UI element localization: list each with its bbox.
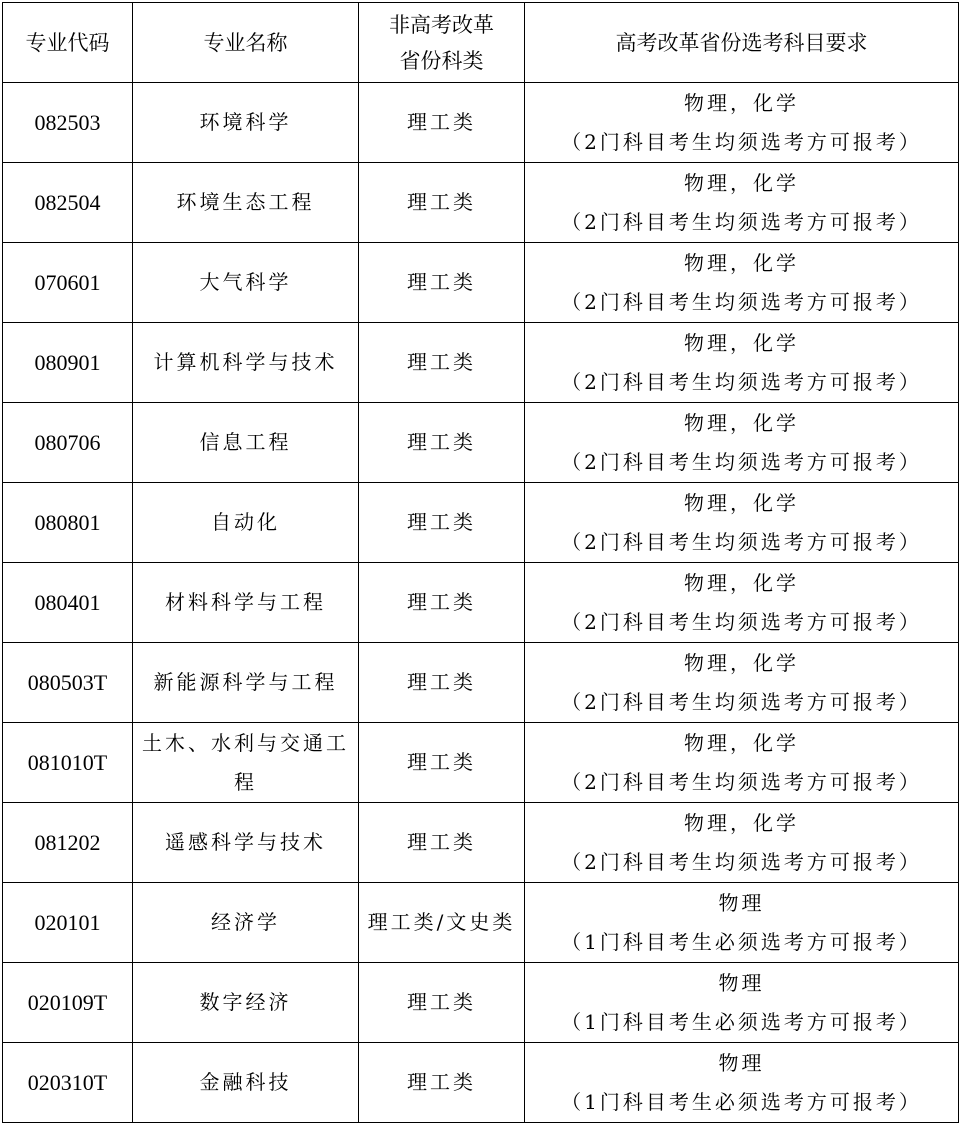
majors-table — [2, 2, 959, 1123]
major-category: 理工类 — [359, 563, 525, 643]
requirement-note: （2门科目考生均须选考方可报考） — [561, 369, 922, 394]
major-category: 理工类 — [359, 403, 525, 483]
table-row — [3, 1043, 959, 1123]
major-name: 环境生态工程 — [133, 163, 359, 243]
majors-table-container — [2, 2, 959, 1123]
major-category: 理工类 — [359, 163, 525, 243]
requirement-note: （2门科目考生均须选考方可报考） — [561, 129, 922, 154]
requirement-subjects: 物理 — [718, 970, 765, 995]
requirement-subjects: 物理，化学 — [684, 570, 799, 595]
major-code: 081202 — [3, 803, 133, 883]
major-name: 自动化 — [133, 483, 359, 563]
major-code: 080801 — [3, 483, 133, 563]
table-row — [3, 403, 959, 483]
major-code: 020101 — [3, 883, 133, 963]
table-row — [3, 563, 959, 643]
table-row — [3, 963, 959, 1043]
major-requirement — [525, 1043, 959, 1123]
requirement-subjects: 物理 — [718, 1050, 765, 1075]
header-category — [359, 3, 525, 83]
major-requirement — [525, 643, 959, 723]
major-code: 082503 — [3, 83, 133, 163]
major-requirement — [525, 163, 959, 243]
table-row — [3, 83, 959, 163]
requirement-subjects: 物理，化学 — [684, 650, 799, 675]
major-requirement — [525, 483, 959, 563]
major-name: 新能源科学与工程 — [133, 643, 359, 723]
header-name: 专业名称 — [133, 3, 359, 83]
table-row — [3, 883, 959, 963]
major-category: 理工类 — [359, 243, 525, 323]
major-name: 经济学 — [133, 883, 359, 963]
requirement-note: （2门科目考生均须选考方可报考） — [561, 289, 922, 314]
table-row — [3, 163, 959, 243]
requirement-subjects: 物理，化学 — [684, 490, 799, 515]
major-code: 070601 — [3, 243, 133, 323]
major-category: 理工类/文史类 — [359, 883, 525, 963]
header-category-line2: 省份科类 — [399, 48, 484, 73]
requirement-note: （1门科目考生必须选考方可报考） — [561, 929, 922, 954]
major-name: 遥感科学与技术 — [133, 803, 359, 883]
major-code: 080503T — [3, 643, 133, 723]
table-row — [3, 803, 959, 883]
major-code: 080401 — [3, 563, 133, 643]
table-header-row — [3, 3, 959, 83]
requirement-note: （1门科目考生必须选考方可报考） — [561, 1009, 922, 1034]
requirement-note: （2门科目考生均须选考方可报考） — [561, 849, 922, 874]
major-name: 计算机科学与技术 — [133, 323, 359, 403]
header-code: 专业代码 — [3, 3, 133, 83]
major-requirement — [525, 403, 959, 483]
major-code: 082504 — [3, 163, 133, 243]
requirement-note: （2门科目考生均须选考方可报考） — [561, 209, 922, 234]
major-requirement — [525, 723, 959, 803]
major-code: 080706 — [3, 403, 133, 483]
major-requirement — [525, 83, 959, 163]
requirement-note: （2门科目考生均须选考方可报考） — [561, 449, 922, 474]
major-code: 080901 — [3, 323, 133, 403]
table-row — [3, 483, 959, 563]
major-name: 数字经济 — [133, 963, 359, 1043]
table-row — [3, 723, 959, 803]
requirement-note: （2门科目考生均须选考方可报考） — [561, 529, 922, 554]
major-category: 理工类 — [359, 83, 525, 163]
major-requirement — [525, 563, 959, 643]
major-name: 材料科学与工程 — [133, 563, 359, 643]
major-category: 理工类 — [359, 803, 525, 883]
requirement-note: （2门科目考生均须选考方可报考） — [561, 769, 922, 794]
requirement-note: （2门科目考生均须选考方可报考） — [561, 609, 922, 634]
major-category: 理工类 — [359, 963, 525, 1043]
major-name: 金融科技 — [133, 1043, 359, 1123]
table-row — [3, 643, 959, 723]
major-code: 020310T — [3, 1043, 133, 1123]
major-requirement — [525, 963, 959, 1043]
major-category: 理工类 — [359, 643, 525, 723]
requirement-subjects: 物理，化学 — [684, 730, 799, 755]
major-requirement — [525, 323, 959, 403]
major-name: 环境科学 — [133, 83, 359, 163]
major-code: 081010T — [3, 723, 133, 803]
table-row — [3, 243, 959, 323]
major-name: 信息工程 — [133, 403, 359, 483]
header-requirement: 高考改革省份选考科目要求 — [525, 3, 959, 83]
major-name: 土木、水利与交通工程 — [133, 723, 359, 803]
requirement-subjects: 物理，化学 — [684, 410, 799, 435]
requirement-subjects: 物理，化学 — [684, 170, 799, 195]
requirement-subjects: 物理 — [718, 890, 765, 915]
major-requirement — [525, 883, 959, 963]
requirement-note: （2门科目考生均须选考方可报考） — [561, 689, 922, 714]
requirement-subjects: 物理，化学 — [684, 90, 799, 115]
major-category: 理工类 — [359, 1043, 525, 1123]
requirement-note: （1门科目考生必须选考方可报考） — [561, 1089, 922, 1114]
major-code: 020109T — [3, 963, 133, 1043]
major-requirement — [525, 243, 959, 323]
major-category: 理工类 — [359, 483, 525, 563]
requirement-subjects: 物理，化学 — [684, 810, 799, 835]
requirement-subjects: 物理，化学 — [684, 250, 799, 275]
major-requirement — [525, 803, 959, 883]
requirement-subjects: 物理，化学 — [684, 330, 799, 355]
header-category-line1: 非高考改革 — [389, 12, 494, 37]
major-category: 理工类 — [359, 323, 525, 403]
major-name: 大气科学 — [133, 243, 359, 323]
table-row — [3, 323, 959, 403]
major-category: 理工类 — [359, 723, 525, 803]
